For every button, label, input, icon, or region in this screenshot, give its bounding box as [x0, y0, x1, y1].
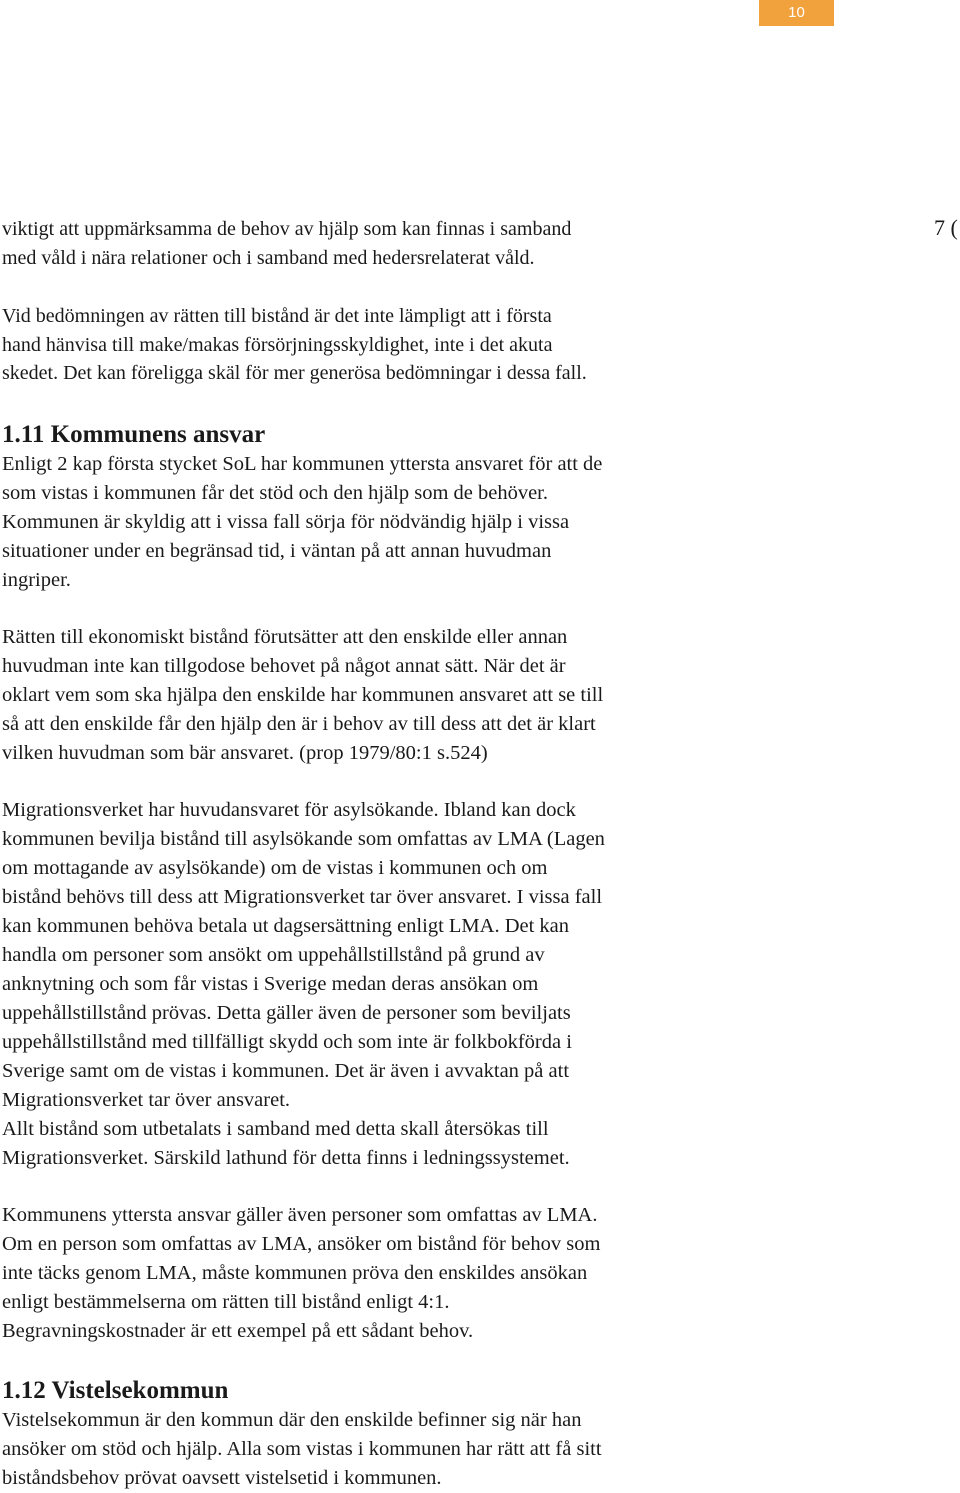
text-line: anknytning och som får vistas i Sverige medan deras ansökan om: [2, 972, 539, 995]
paragraph: [2, 1406, 737, 1493]
paragraph: [2, 623, 737, 768]
page-badge: 10: [759, 0, 834, 26]
text-line: Begravningskostnader är ett exempel på ett sådant behov.: [2, 1319, 474, 1342]
text-line: situationer under en begränsad tid, i väntan på att annan huvudman: [2, 539, 552, 562]
text-line: Migrationsverket har huvudansvaret för asylsökande. Ibland kan dock: [2, 798, 576, 821]
text-line: Migrationsverket tar över ansvaret.: [2, 1088, 291, 1111]
text-line: hand hänvisa till make/makas försörjningsskyldighet, inte i det akuta: [2, 333, 553, 356]
paragraph: [2, 215, 737, 272]
text-line: Vid bedömningen av rätten till bistånd är det inte lämpligt att i första: [2, 305, 552, 327]
paragraph: [2, 302, 737, 388]
text-line: huvudman inte kan tillgodose behovet på något annat sätt. När det är: [2, 654, 566, 677]
text-line: Kommunen är skyldig att i vissa fall sörja för nödvändig hjälp i vissa: [2, 510, 570, 533]
paragraph: [2, 450, 737, 595]
text-line: uppehållstillstånd prövas. Detta gäller även de personer som beviljats: [2, 1001, 571, 1024]
paragraph: [2, 1201, 737, 1346]
text-line: med våld i nära relationer och i samband med hedersrelaterat våld.: [2, 246, 535, 269]
document-body: [2, 215, 737, 1493]
text-line: biståndsbehov prövat oavsett vistelsetid i kommunen.: [2, 1466, 442, 1489]
paragraph: [2, 796, 737, 1173]
text-line: om mottagande av asylsökande) om de vistas i kommunen och om: [2, 856, 548, 879]
section-heading: 1.12 Vistelsekommun: [2, 1376, 229, 1404]
text-line: Enligt 2 kap första stycket SoL har kommunen yttersta ansvaret för att de: [2, 452, 603, 475]
page-number-fragment: 7 (: [934, 215, 958, 240]
text-line: skedet. Det kan föreligga skäl för mer generösa bedömningar i dessa fall.: [2, 362, 587, 384]
text-line: handla om personer som ansökt om uppehållstillstånd på grund av: [2, 943, 545, 966]
text-line: som vistas i kommunen får det stöd och den hjälp som de behöver.: [2, 481, 549, 504]
text-line: Vistelsekommun är den kommun där den enskilde befinner sig när han: [2, 1408, 582, 1431]
section-heading: 1.11 Kommunens ansvar: [2, 420, 266, 448]
text-line: Rätten till ekonomiskt bistånd förutsätter att den enskilde eller annan: [2, 625, 568, 648]
text-line: ingriper.: [2, 568, 71, 591]
text-line: inte täcks genom LMA, måste kommunen pröva den enskildes ansökan: [2, 1261, 588, 1284]
text-line: bistånd behövs till dess att Migrationsverket tar över ansvaret. I vissa fall: [2, 885, 603, 908]
text-line: kommunen bevilja bistånd till asylsökande som omfattas av LMA (Lagen: [2, 827, 605, 850]
text-line: vilken huvudman som bär ansvaret. (prop 1979/80:1 s.524): [2, 741, 488, 764]
text-line: kan kommunen behöva betala ut dagsersättning enligt LMA. Det kan: [2, 914, 570, 937]
text-line: Kommunens yttersta ansvar gäller även personer som omfattas av LMA.: [2, 1203, 598, 1226]
text-line: viktigt att uppmärksamma de behov av hjälp som kan finnas i samband: [2, 218, 572, 240]
text-line: Migrationsverket. Särskild lathund för detta finns i ledningssystemet.: [2, 1146, 570, 1169]
text-line: så att den enskilde får den hjälp den är i behov av till dess att det är klart: [2, 712, 596, 735]
text-line: enligt bestämmelserna om rätten till bistånd enligt 4:1.: [2, 1290, 450, 1313]
text-line: oklart vem som ska hjälpa den enskilde har kommunen ansvaret att se till: [2, 683, 604, 706]
text-line: ansöker om stöd och hjälp. Alla som vistas i kommunen har rätt att få sitt: [2, 1437, 602, 1460]
text-line: Allt bistånd som utbetalats i samband med detta skall återsökas till: [2, 1117, 549, 1140]
text-line: uppehållstillstånd med tillfälligt skydd och som inte är folkbokförda i: [2, 1030, 572, 1053]
text-line: Om en person som omfattas av LMA, ansöker om bistånd för behov som: [2, 1232, 601, 1255]
text-line: Sverige samt om de vistas i kommunen. Det är även i avvaktan på att: [2, 1059, 570, 1082]
